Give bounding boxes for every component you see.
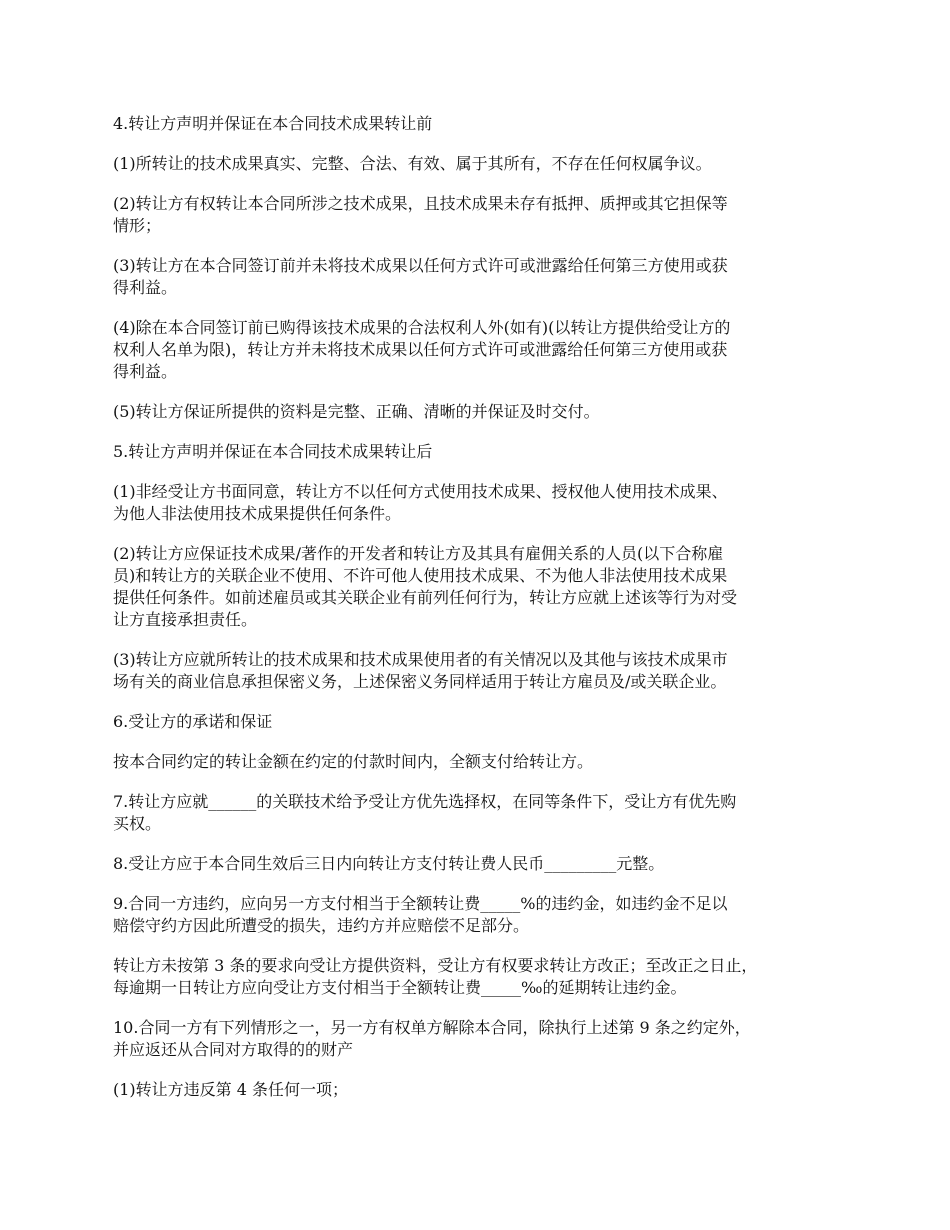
clause-9-late-delivery: 转让方未按第 3 条的要求向受让方提供资料，受让方有权要求转让方改正；至改正之日止， 每逾期一日转让方应向受让方支付相当于全额转让费_____‰的延期转让违约金。 (113, 956, 758, 997)
document-body (113, 113, 843, 1119)
clause-10-heading: 10.合同一方有下列情形之一，另一方有权单方解除本合同，除执行上述第 9 条之约定外， 并应返还从合同对方取得的的财产 (113, 1018, 751, 1059)
clause-4-item-5: (5)转让方保证所提供的资料是完整、正确、清晰的并保证及时交付。 (113, 402, 600, 421)
clause-4-item-2: (2)转让方有权转让本合同所涉之技术成果，且技术成果未存有抵押、质押或其它担保等 情形； (113, 194, 728, 235)
clause-4-item-3: (3)转让方在本合同签订前并未将技术成果以任何方式许可或泄露给任何第三方使用或获 得利益。 (113, 256, 728, 297)
clause-6-body: 按本合同约定的转让金额在约定的付款时间内，全额支付给转让方。 (113, 752, 594, 771)
clause-6-heading: 6.受让方的承诺和保证 (113, 712, 273, 731)
clause-4-item-4: (4)除在本合同签订前已购得该技术成果的合法权利人外(如有)(以转让方提供给受让方的 权利人名单为限)，转让方并未将技术成果以任何方式许可或泄露给任何第三方使用或获 得利益。 (113, 318, 731, 381)
clause-5-heading: 5.转让方声明并保证在本合同技术成果转让后 (113, 442, 433, 461)
clause-10-item-1: (1)转让方违反第 4 条任何一项； (113, 1080, 349, 1099)
clause-5-item-3: (3)转让方应就所转让的技术成果和技术成果使用者的有关情况以及其他与该技术成果市 场有关的商业信息承担保密义务，上述保密义务同样适用于转让方雇员及/或关联企业。 (113, 650, 728, 691)
clause-7: 7.转让方应就______的关联技术给予受让方优先选择权，在同等条件下，受让方有优先购 买权。 (113, 792, 737, 833)
clause-4-item-1: (1)所转让的技术成果真实、完整、合法、有效、属于其所有，不存在任何权属争议。 (113, 154, 712, 173)
clause-5-item-1: (1)非经受让方书面同意，转让方不以任何方式使用技术成果、授权他人使用技术成果、 为他人非法使用技术成果提供任何条件。 (113, 482, 728, 523)
clause-4-heading: 4.转让方声明并保证在本合同技术成果转让前 (113, 114, 433, 133)
clause-5-item-2: (2)转让方应保证技术成果/著作的开发者和转让方及其具有雇佣关系的人员(以下合称雇 员)和转让方的关联企业不使用、不许可他人使用技术成果、不为他人非法使用技术成果 提供任何条件。如前述雇员或其关联企业有前列任何行为，转让方应就上述该等行为对受 让方直接承担责任。 (113, 544, 738, 629)
clause-9: 9.合同一方违约，应向另一方支付相当于全额转让费_____%的违约金，如违约金不足以 赔偿守约方因此所遭受的损失，违约方并应赔偿不足部分。 (113, 894, 728, 935)
clause-8: 8.受让方应于本合同生效后三日内向转让方支付转让费人民币_________元整。 (113, 854, 665, 873)
